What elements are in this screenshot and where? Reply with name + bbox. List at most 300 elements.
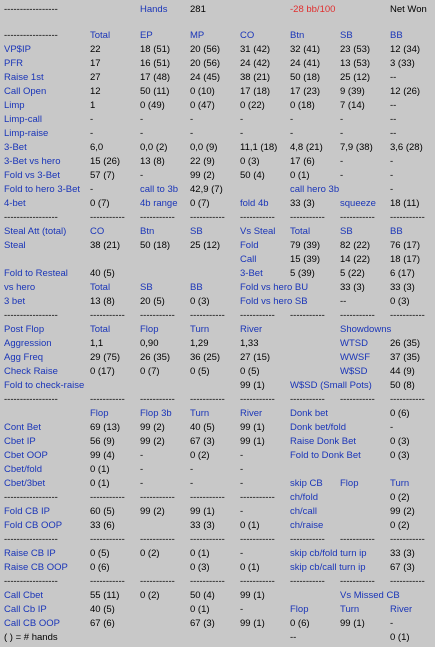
- stat-cell: Vs Missed CB: [340, 590, 400, 601]
- stat-cell: 24 (41): [290, 58, 321, 69]
- stat-cell: 0 (6): [90, 562, 110, 573]
- stats-row: [0, 281, 435, 294]
- stat-cell: BB: [390, 226, 403, 237]
- stat-cell: 67 (6): [90, 618, 115, 629]
- stat-cell: 50 (18): [290, 72, 321, 83]
- row-label: Fold to check-raise: [4, 380, 85, 391]
- stat-cell: 76 (17): [390, 240, 421, 251]
- stat-cell: Flop: [90, 408, 109, 419]
- stat-cell: Fold to Donk Bet: [290, 450, 361, 461]
- stat-cell: -: [340, 156, 344, 167]
- stat-cell: --: [390, 114, 397, 125]
- stats-row: [0, 561, 435, 574]
- stat-cell: -: [340, 170, 344, 181]
- stat-cell: 15 (26): [90, 156, 121, 167]
- row-label: Raise CB OOP: [4, 562, 68, 573]
- stat-cell: -: [390, 618, 394, 629]
- stat-cell: 50 (4): [240, 170, 265, 181]
- stat-cell: 22: [90, 44, 101, 55]
- row-label: PFR: [4, 58, 23, 69]
- stats-row: [0, 141, 435, 154]
- stats-row: [0, 477, 435, 490]
- stats-row: [0, 225, 435, 238]
- stat-cell: Flop: [290, 604, 309, 615]
- stat-cell: 0 (1): [240, 520, 260, 531]
- stat-cell: 0 (7): [140, 366, 160, 377]
- stat-cell: 0,0 (2): [140, 142, 168, 153]
- stat-cell: 0 (5): [190, 366, 210, 377]
- stat-cell: 36 (25): [190, 352, 221, 363]
- stat-cell: 4,8 (21): [290, 142, 323, 153]
- stat-cell: 7,9 (38): [340, 142, 373, 153]
- stat-cell: 5 (39): [290, 268, 315, 279]
- row-label: Post Flop: [4, 324, 45, 335]
- stat-cell: 99 (4): [90, 450, 115, 461]
- stat-cell: EP: [140, 30, 153, 41]
- stats-row: [0, 533, 435, 546]
- stat-cell: -: [140, 450, 144, 461]
- stat-cell: -----------: [190, 212, 225, 223]
- stat-cell: Total: [290, 226, 311, 237]
- stat-cell: -----------: [190, 394, 225, 405]
- stat-cell: 20 (56): [190, 44, 221, 55]
- stat-cell: 23 (53): [340, 44, 371, 55]
- stat-cell: 0 (7): [190, 198, 210, 209]
- stat-cell: 0 (3): [390, 296, 410, 307]
- stat-cell: Flop: [140, 324, 159, 335]
- stat-cell: Donk bet: [290, 408, 329, 419]
- stat-cell: -: [240, 128, 244, 139]
- stat-cell: 0 (3): [190, 296, 210, 307]
- stats-row: [0, 421, 435, 434]
- stat-cell: 22 (9): [190, 156, 215, 167]
- stat-cell: 50 (8): [390, 380, 415, 391]
- stat-cell: -----------: [290, 310, 325, 321]
- stats-row: [0, 253, 435, 266]
- stat-cell: 1: [90, 100, 96, 111]
- row-label: -----------------: [4, 310, 58, 321]
- stat-cell: 0,0 (9): [190, 142, 218, 153]
- stat-cell: 27: [90, 72, 101, 83]
- row-label: Call Cb IP: [4, 604, 47, 615]
- stat-cell: W$SD: [340, 366, 368, 377]
- stat-cell: 40 (5): [90, 268, 115, 279]
- stats-row: [0, 309, 435, 322]
- stats-row: [0, 631, 435, 644]
- stat-cell: -----------: [290, 576, 325, 587]
- stat-cell: -: [290, 128, 294, 139]
- stat-cell: --: [340, 296, 347, 307]
- stat-cell: -----------: [240, 492, 275, 503]
- stat-cell: 17 (18): [240, 86, 271, 97]
- stat-cell: 13 (8): [90, 296, 115, 307]
- stat-cell: 99 (2): [390, 506, 415, 517]
- row-label: -----------------: [4, 492, 58, 503]
- stat-cell: 3,6 (28): [390, 142, 423, 153]
- stat-cell: Flop 3b: [140, 408, 172, 419]
- stat-cell: Total: [90, 30, 111, 41]
- stat-cell: 25 (12): [340, 72, 371, 83]
- stat-cell: CO: [90, 226, 105, 237]
- stat-cell: 0,90: [140, 338, 159, 349]
- stat-cell: SB: [140, 282, 153, 293]
- stats-row: [0, 337, 435, 350]
- stat-cell: 13 (8): [140, 156, 165, 167]
- stat-cell: 40 (5): [190, 422, 215, 433]
- stat-cell: 0 (47): [190, 100, 215, 111]
- stat-cell: -----------: [90, 310, 125, 321]
- stat-cell: 0 (18): [290, 100, 315, 111]
- stat-cell: -----------: [190, 576, 225, 587]
- stat-cell: Total: [90, 282, 111, 293]
- stat-cell: squeeze: [340, 198, 376, 209]
- stat-cell: 99 (1): [240, 436, 265, 447]
- stat-cell: Donk bet/fold: [290, 422, 346, 433]
- row-label: 3-Bet vs hero: [4, 156, 61, 167]
- stat-cell: -: [340, 128, 344, 139]
- stat-cell: 16 (51): [140, 58, 171, 69]
- stat-cell: -----------: [190, 310, 225, 321]
- stats-row: [0, 393, 435, 406]
- stat-cell: Showdowns: [340, 324, 392, 335]
- stats-row: [0, 379, 435, 392]
- stat-cell: call hero 3b: [290, 184, 340, 195]
- stat-cell: 1,29: [190, 338, 209, 349]
- row-label: Raise CB IP: [4, 548, 56, 559]
- stat-cell: 0 (1): [390, 632, 410, 643]
- stat-cell: 17 (23): [290, 86, 321, 97]
- stats-row: [0, 435, 435, 448]
- stat-cell: 33 (3): [190, 520, 215, 531]
- stat-cell: 29 (75): [90, 352, 121, 363]
- stat-cell: 99 (1): [240, 380, 265, 391]
- stat-cell: -: [190, 464, 194, 475]
- stat-cell: Total: [90, 324, 111, 335]
- stat-cell: 0 (7): [90, 198, 110, 209]
- stat-cell: 31 (42): [240, 44, 271, 55]
- stat-cell: -: [240, 548, 244, 559]
- stat-cell: -----------: [240, 310, 275, 321]
- stat-cell: 79 (39): [290, 240, 321, 251]
- stats-row: [0, 547, 435, 560]
- stat-cell: -----------: [340, 394, 375, 405]
- stat-cell: Fold: [240, 240, 259, 251]
- stat-cell: SB: [190, 226, 203, 237]
- stat-cell: BB: [390, 30, 403, 41]
- stats-row: [0, 449, 435, 462]
- row-label: Aggression: [4, 338, 52, 349]
- stat-cell: -: [140, 114, 144, 125]
- stat-cell: 0 (1): [240, 562, 260, 573]
- stat-cell: 0 (3): [240, 156, 260, 167]
- row-label: Cbet/fold: [4, 464, 43, 475]
- stat-cell: 27 (15): [240, 352, 271, 363]
- row-label: Steal Att (total): [4, 226, 67, 237]
- stats-row: [0, 603, 435, 616]
- stat-cell: River: [390, 604, 413, 615]
- row-label: Cbet IP: [4, 436, 36, 447]
- stat-cell: -: [190, 114, 194, 125]
- row-label: -----------------: [4, 212, 58, 223]
- stat-cell: -: [90, 114, 94, 125]
- stat-cell: -----------: [140, 492, 175, 503]
- stat-cell: -----------: [90, 394, 125, 405]
- stat-cell: 42,9 (7): [190, 184, 223, 195]
- stat-cell: 0 (2): [190, 450, 210, 461]
- stat-cell: 26 (35): [390, 338, 421, 349]
- stat-cell: Hands: [140, 4, 168, 15]
- stat-cell: -----------: [240, 394, 275, 405]
- row-label: Fold CB OOP: [4, 520, 63, 531]
- stat-cell: 6,0: [90, 142, 104, 153]
- stat-cell: Btn: [140, 226, 155, 237]
- stats-row: [0, 197, 435, 210]
- stats-row: [0, 491, 435, 504]
- stat-cell: River: [240, 408, 263, 419]
- stat-cell: CO: [240, 30, 255, 41]
- stat-cell: 37 (35): [390, 352, 421, 363]
- stats-row: [0, 127, 435, 140]
- stat-cell: 38 (21): [240, 72, 271, 83]
- stats-row: [0, 589, 435, 602]
- stat-cell: 99 (1): [240, 618, 265, 629]
- stat-cell: Net Won: [390, 4, 427, 15]
- stat-cell: River: [240, 324, 263, 335]
- stat-cell: 44 (9): [390, 366, 415, 377]
- stat-cell: -----------: [390, 534, 425, 545]
- stat-cell: -: [390, 184, 394, 195]
- stat-cell: 20 (5): [140, 296, 165, 307]
- stat-cell: 0 (2): [140, 590, 160, 601]
- stat-cell: 0 (6): [290, 618, 310, 629]
- stat-cell: 33 (3): [390, 282, 415, 293]
- stats-row: [0, 351, 435, 364]
- stat-cell: -----------: [240, 576, 275, 587]
- stat-cell: 6 (17): [390, 268, 415, 279]
- row-label: Fold to Resteal: [4, 268, 68, 279]
- row-label: Check Raise: [4, 366, 58, 377]
- stat-cell: -: [240, 450, 244, 461]
- stat-cell: --: [390, 72, 397, 83]
- stat-cell: 12: [90, 86, 101, 97]
- stat-cell: -: [340, 114, 344, 125]
- stat-cell: 5 (22): [340, 268, 365, 279]
- row-label: -----------------: [4, 534, 58, 545]
- stat-cell: 18 (11): [390, 198, 420, 209]
- stat-cell: fold 4b: [240, 198, 269, 209]
- stat-cell: -----------: [140, 212, 175, 223]
- stat-cell: 99 (2): [140, 422, 165, 433]
- stat-cell: 0 (5): [240, 366, 260, 377]
- stat-cell: 1,33: [240, 338, 259, 349]
- stat-cell: -----------: [90, 492, 125, 503]
- stat-cell: 33 (6): [90, 520, 115, 531]
- stat-cell: ch/fold: [290, 492, 318, 503]
- stat-cell: 33 (3): [290, 198, 315, 209]
- row-label: -----------------: [4, 30, 58, 41]
- stats-row: [0, 183, 435, 196]
- stats-row: [0, 43, 435, 56]
- row-label: Fold vs 3-Bet: [4, 170, 60, 181]
- stat-cell: 0 (1): [90, 464, 110, 475]
- stats-row: [0, 57, 435, 70]
- stat-cell: 0 (1): [290, 170, 310, 181]
- stat-cell: 0 (5): [90, 548, 110, 559]
- stat-cell: Btn: [290, 30, 305, 41]
- stat-cell: 0 (3): [390, 450, 410, 461]
- stat-cell: -----------: [140, 534, 175, 545]
- stat-cell: -: [140, 464, 144, 475]
- stat-cell: -: [240, 114, 244, 125]
- stat-cell: Turn: [190, 324, 210, 335]
- stat-cell: 60 (5): [90, 506, 115, 517]
- stat-cell: 17 (6): [290, 156, 315, 167]
- row-label: Call Cbet: [4, 590, 44, 601]
- stat-cell: -----------: [340, 212, 375, 223]
- stat-cell: 0 (1): [190, 604, 210, 615]
- stat-cell: 32 (41): [290, 44, 321, 55]
- stat-cell: Turn: [190, 408, 210, 419]
- stat-cell: 17 (48): [140, 72, 171, 83]
- stat-cell: 14 (22): [340, 254, 371, 265]
- row-label: Cbet OOP: [4, 450, 48, 461]
- stat-cell: Fold vs hero BU: [240, 282, 309, 293]
- stat-cell: Vs Steal: [240, 226, 276, 237]
- stat-cell: -----------: [340, 310, 375, 321]
- stat-cell: 33 (3): [390, 548, 415, 559]
- stat-cell: -----------: [290, 394, 325, 405]
- stat-cell: -: [190, 478, 194, 489]
- stats-row: [0, 267, 435, 280]
- stat-cell: -----------: [90, 576, 125, 587]
- stat-cell: 57 (7): [90, 170, 115, 181]
- row-label: Raise 1st: [4, 72, 44, 83]
- stat-cell: -: [140, 170, 144, 181]
- stat-cell: Call: [240, 254, 257, 265]
- stat-cell: 12 (34): [390, 44, 421, 55]
- stat-cell: 3 (33): [390, 58, 415, 69]
- row-label: -----------------: [4, 394, 58, 405]
- stat-cell: 3-Bet: [240, 268, 263, 279]
- stat-cell: --: [390, 128, 397, 139]
- stat-cell: -----------: [390, 576, 425, 587]
- stat-cell: -----------: [390, 310, 425, 321]
- stat-cell: 0 (22): [240, 100, 265, 111]
- stat-cell: 7 (14): [340, 100, 365, 111]
- stat-cell: 56 (9): [90, 436, 115, 447]
- stat-cell: 17: [90, 58, 101, 69]
- stats-row: [0, 407, 435, 420]
- stat-cell: 0 (49): [140, 100, 165, 111]
- stat-cell: -----------: [140, 576, 175, 587]
- stat-cell: 18 (51): [140, 44, 171, 55]
- stat-cell: 9 (39): [340, 86, 365, 97]
- stat-cell: -----------: [290, 534, 325, 545]
- stat-cell: -: [140, 128, 144, 139]
- row-label: 4-bet: [4, 198, 26, 209]
- stat-cell: 38 (21): [90, 240, 121, 251]
- stat-cell: 67 (3): [190, 618, 215, 629]
- row-label: Call CB OOP: [4, 618, 60, 629]
- stat-cell: -: [240, 464, 244, 475]
- stat-cell: -----------: [390, 212, 425, 223]
- stats-row: [0, 505, 435, 518]
- stat-cell: 12 (26): [390, 86, 421, 97]
- stat-cell: 11,1 (18): [240, 142, 278, 153]
- stat-cell: 0 (3): [390, 436, 410, 447]
- stat-cell: Fold vs hero SB: [240, 296, 308, 307]
- stat-cell: 24 (42): [240, 58, 271, 69]
- stat-cell: 13 (53): [340, 58, 371, 69]
- stat-cell: -: [190, 128, 194, 139]
- stat-cell: -----------: [240, 534, 275, 545]
- row-label: ( ) = # hands: [4, 632, 58, 643]
- stat-cell: 0 (2): [390, 492, 410, 503]
- stat-cell: -: [240, 506, 244, 517]
- stat-cell: -: [390, 156, 394, 167]
- stats-row: [0, 323, 435, 336]
- stat-cell: 99 (1): [190, 506, 215, 517]
- stats-row: [0, 295, 435, 308]
- stat-cell: Turn: [390, 478, 410, 489]
- stats-row: [0, 155, 435, 168]
- stat-cell: -----------: [190, 534, 225, 545]
- stat-cell: W$SD (Small Pots): [290, 380, 372, 391]
- stat-cell: skip CB: [290, 478, 323, 489]
- stats-row: [0, 463, 435, 476]
- stat-cell: call to 3b: [140, 184, 179, 195]
- stat-cell: 99 (1): [240, 422, 265, 433]
- row-label: VP$IP: [4, 44, 31, 55]
- stat-cell: 0 (1): [190, 548, 210, 559]
- stats-row: [0, 211, 435, 224]
- stat-cell: ch/raise: [290, 520, 324, 531]
- stat-cell: -: [90, 128, 94, 139]
- row-label: 3 bet: [4, 296, 26, 307]
- stat-cell: -: [240, 478, 244, 489]
- row-label: Fold to hero 3-Bet: [4, 184, 81, 195]
- stats-row: [0, 239, 435, 252]
- stat-cell: 33 (3): [340, 282, 365, 293]
- stats-row: [0, 617, 435, 630]
- stats-row: [0, 365, 435, 378]
- stats-row: [0, 29, 435, 42]
- stat-cell: Raise Donk Bet: [290, 436, 357, 447]
- stat-cell: -: [290, 114, 294, 125]
- stat-cell: -----------: [240, 212, 275, 223]
- row-label: -----------------: [4, 4, 58, 15]
- row-label: Limp-raise: [4, 128, 49, 139]
- row-label: Agg Freq: [4, 352, 44, 363]
- stat-cell: -: [140, 478, 144, 489]
- stat-cell: -----------: [290, 212, 325, 223]
- row-label: -----------------: [4, 576, 58, 587]
- stat-cell: WTSD: [340, 338, 368, 349]
- stat-cell: ch/call: [290, 506, 317, 517]
- row-label: Fold CB IP: [4, 506, 50, 517]
- stat-cell: 281: [190, 4, 206, 15]
- stat-cell: SB: [340, 226, 353, 237]
- stat-cell: -: [240, 604, 244, 615]
- stat-cell: skip cb/call turn ip: [290, 562, 366, 573]
- stat-cell: 82 (22): [340, 240, 371, 251]
- stat-cell: -----------: [340, 534, 375, 545]
- stats-row: [0, 519, 435, 532]
- stat-cell: 99 (2): [140, 436, 165, 447]
- stat-cell: 0 (10): [190, 86, 215, 97]
- stat-cell: SB: [340, 30, 353, 41]
- stat-cell: Flop: [340, 478, 359, 489]
